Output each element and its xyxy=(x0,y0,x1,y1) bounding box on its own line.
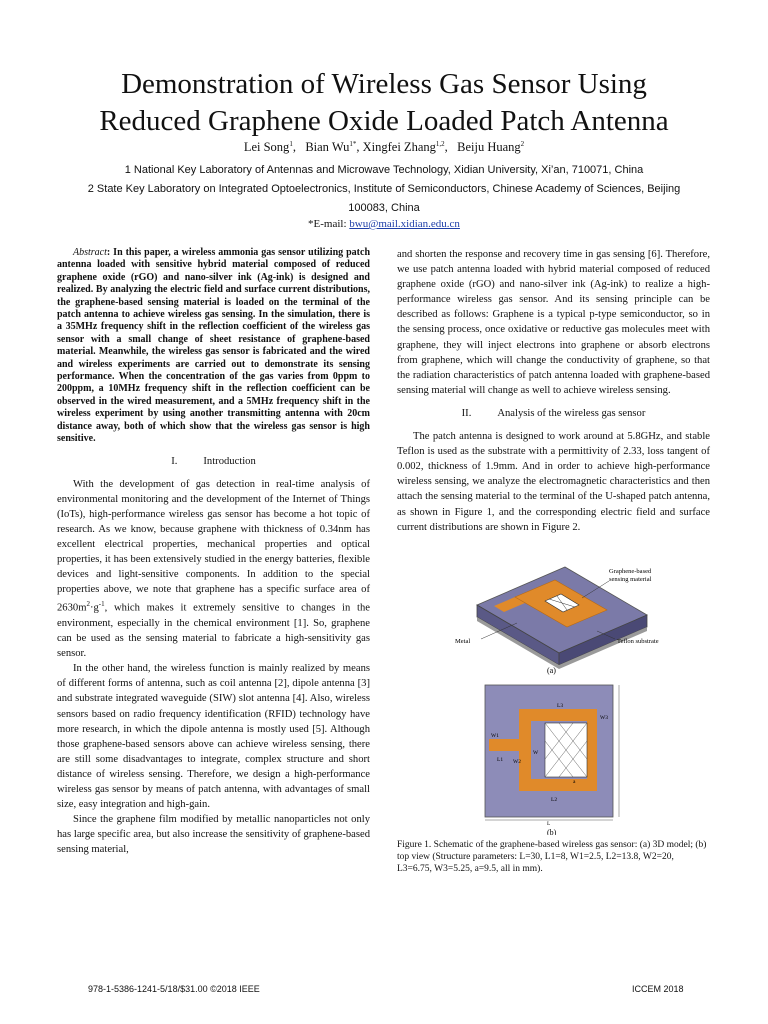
figure-caption: Figure 1. Schematic of the graphene-based wireless gas sensor: (a) 3D model; (b) top view (Structure parameters: L=30, L1=8, W1=2.5, L2=13.8, W2=20, L3=6.75, W3=5.25, a=9.5, all in mm). xyxy=(397,839,707,874)
dim-a: a xyxy=(573,778,576,785)
author-affil-sup: 1* xyxy=(349,140,357,148)
paragraph xyxy=(57,477,370,662)
dim-L1: L1 xyxy=(497,756,504,763)
figure-1b xyxy=(397,679,710,835)
left-column xyxy=(57,247,370,857)
footer-copyright: 978-1-5386-1241-5/18/$31.00 ©2018 IEEE xyxy=(88,984,260,994)
paragraph: The patch antenna is designed to work around at 5.8GHz, and stable Teflon is used as the substrate with a permittivity of 2.33, loss tangent of 0.002, thickness of 1.9mm. And in order to achieve high-performance wireless sensing, we analyze the electromagnetic characteristics and then attach the sensing material to the terminal of the U-shaped patch antenna, as shown in Figure 1, and the corresponding electric field and surface current distributions are shown in Figure 2. xyxy=(397,431,710,533)
author-affil-sup: 2 xyxy=(520,140,525,148)
author-name: Bian Wu xyxy=(305,140,350,155)
section-title: Introduction xyxy=(203,455,256,467)
label-graphene-2: sensing material xyxy=(609,575,652,583)
antenna-3d-model xyxy=(397,543,710,675)
right-column xyxy=(397,247,710,875)
paragraph: Since the graphene film modified by metallic nanoparticles not only has large specific area, but also increase the sensitivity of graphene-based sensing material, xyxy=(57,814,370,856)
dim-W3: W3 xyxy=(600,714,608,721)
abstract xyxy=(57,247,370,446)
section-heading-1 xyxy=(57,454,370,469)
dim-L: L xyxy=(547,820,551,827)
affiliation-1: 1 National Key Laboratory of Antennas and Microwave Technology, Xidian University, Xi’an, 710071, China xyxy=(124,164,644,176)
feed-line-top xyxy=(489,739,519,751)
section-number: II. xyxy=(461,407,472,419)
author-list: Lei Song$^1$, Bian $Wu^{1*}$, Xingfei Zhang$^{1,2}$, Beiju Huang$^2$ xyxy=(243,140,525,155)
title-line-1: Demonstration of Wireless Gas Sensor Using xyxy=(121,68,647,100)
email-link[interactable]: bwu@mail.xidian.edu.cn xyxy=(349,218,460,230)
paragraph-text: , which makes it extremely sensitive to changes in the environment, especially in the chemical environment [1]. So, graphene can be used as the sensing material to fabricate a high-sensitivity gas sensor. xyxy=(57,602,370,660)
affiliation-2-cont: 100083, China xyxy=(348,202,420,214)
antenna-top-view xyxy=(397,679,710,835)
paragraph: and shorten the response and recovery time in gas sensing [6]. Therefore, we use patch antenna loaded with hybrid material composed of reduced graphene oxide (rGO) and nano-silver ink (Ag-ink) to realize a high-performance wireless gas sensor. And its sensing principle can be described as follows: Graphene is a typical p-type semiconductor, so in the sensing process, once oxidative or reductive gas molecules meet with graphene, they will inject electrons into graphene or absorb electrons from graphene, which will change the conductivity of graphene, so that the radiation characteristics of patch antenna loaded with graphene-based sensing material will change as well to achieve wireless sensing. xyxy=(397,249,710,396)
subfig-a-label: (a) xyxy=(547,665,556,675)
author-name: Xingfei Zhang xyxy=(362,140,436,155)
title-line-2: Reduced Graphene Oxide Loaded Patch Antenna xyxy=(99,105,669,137)
unit-text: ·g xyxy=(89,602,99,614)
paragraph-text: With the development of gas detection in real-time analysis of environmental monitoring and the development of the Internet of Things (IoTs), high-performance wireless gas sensor has become a hot topic of research. As we know, because graphene with thickness of 0.34nm has excellent electrical properties, mechanical properties and optical properties, it has been extensively studied in the energy batteries, flexible devices and light-sensitive components. In addition to the special properties above, we note that graphene has a specific surface area of 2630m xyxy=(57,478,370,614)
superscript: -1 xyxy=(98,600,105,609)
author-name: Lei Song xyxy=(243,140,290,155)
superscript: 2 xyxy=(86,600,90,609)
label-graphene: Graphene-based xyxy=(609,567,652,575)
dim-W: W xyxy=(533,749,539,756)
label-teflon: Teflon substrate xyxy=(617,637,659,645)
label-metal: Metal xyxy=(455,637,471,645)
author-affil-sup: 1,2 xyxy=(435,140,445,148)
section-number: I. xyxy=(171,455,178,467)
section-heading-2 xyxy=(397,406,710,421)
figure-1a xyxy=(397,543,710,675)
affiliation-2: 2 State Key Laboratory on Integrated Optoelectronics, Institute of Semiconductors, Chinese Academy of Sciences, Beijing xyxy=(87,183,681,195)
dim-W1: W1 xyxy=(491,732,499,739)
abstract-label: Abstract xyxy=(73,247,107,258)
email-line xyxy=(40,218,728,230)
paper-title xyxy=(40,66,728,140)
dim-W2: W2 xyxy=(513,758,521,765)
dim-L2: L2 xyxy=(551,796,558,803)
paragraph: In the other hand, the wireless function is mainly realized by means of different forms of antenna, such as coil antenna [2], dipole antenna [3] and substrate integrated waveguide (SIW) slot antenna [4]. Also, wireless sensors based on radio frequency identification (RFID) technology have more research, in which the dipole antenna is mostly used [5]. Although those graphene-based sensors above can achieve wireless sensing, there are still some disadvantages to integrate, complex structure and short distance of wireless sensing. Therefore, we design a high-performance wireless gas sensor by means of patch antenna, with advantages of small size, easy integration and high-gain. xyxy=(57,663,370,811)
author-name: Beiju Huang xyxy=(457,140,521,155)
author-affil-sup: 1 xyxy=(289,140,293,148)
footer-conference: ICCEM 2018 xyxy=(632,984,684,994)
section-title: Analysis of the wireless gas sensor xyxy=(497,407,646,419)
subfig-b-label: (b) xyxy=(547,827,557,835)
dim-L3: L3 xyxy=(557,702,564,709)
email-label: *E-mail: xyxy=(308,218,350,230)
abstract-text: : In this paper, a wireless ammonia gas sensor utilizing patch antenna loaded with sensitive hybrid material composed of reduced graphene oxide (rGO) and nano-silver ink (Ag-ink) is designed and realized. By analyzing the electric field and surface current distributions, the graphene-based sensing material is loaded on the terminal of the patch antenna to achieve wireless gas sensing. In the simulation, there is a 35MHz frequency shift in the reflection coefficient of the wireless gas sensor with a small change of sheet resistance of graphene-based material. Meanwhile, the wireless gas sensor is fabricated and the wired and wireless experiments are carried out to demonstrate its sensing performance. When the concentration of the gas varies from 0ppm to 200ppm, a 10MHz frequency shift in the reflection coefficient can be observed in the wired measurement, and a 5MHz frequency shift in the wireless experiment by using another transmitting antenna with 20cm distance away, both of which show that the wireless gas sensor is high sensitive. xyxy=(57,247,370,445)
